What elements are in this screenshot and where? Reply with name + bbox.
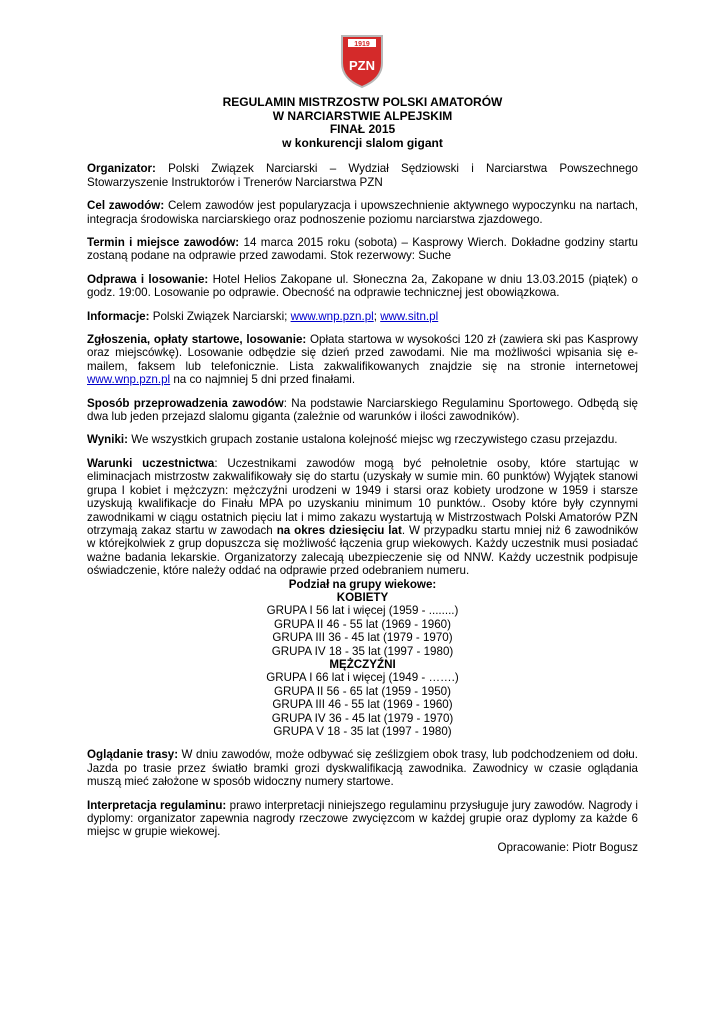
briefing-text: Hotel Helios Zakopane ul. Słoneczna 2a, Zakopane w dniu 13.03.2015 (piątek) o godz. 19:00. Losowanie po odprawie. Obecność na odprawie technicznej jest obowiązkowa.	[87, 272, 639, 300]
info-paragraph	[87, 310, 638, 323]
pzn-logo	[339, 33, 385, 89]
info-label: Informacje:	[87, 309, 150, 323]
title-line-4: w konkurencji slalom gigant	[282, 135, 443, 150]
inspection-text: W dniu zawodów, może odbywać się ześlizgiem obok trasy, lub podchodzeniem od dołu. Jazda po trasie przez światło bramki grozi dyskwalifikacją zawodnika. Zawodnicy w czasie oglądania muszą mieć założone w sposób widoczny numery startowe.	[87, 748, 638, 789]
men-group-item: GRUPA II 56 - 65 lat (1959 - 1950)	[273, 684, 451, 698]
info-text: Polski Związek Narciarski;	[149, 309, 291, 323]
conditions-text-1: : Uczestnikami zawodów mogą być pełnoletnie osoby, które startując w eliminacjach mistrzostw zakwalifikowały się do startu (uzyskały w sumie min. 60 punktów) Wyjątek stanowi grupa I kobiet i mężczyzn: mężczyźni urodzeni w 1949 i starsi oraz kobiety urodzone w 1959 i starsze uzyskują kwalifikacje do Finału MPA po uzyskaniu minimum 10 punktów.. Osoby które były czynnymi zawodnikami w ciągu ostatnich pięciu lat i mimo zakazu wystartują w Mistrzostwach Polski Amatorów PZN otrzymają zakaz startu w zawodach	[87, 456, 639, 537]
women-group-item: GRUPA III 36 - 45 lat (1979 - 1970)	[272, 631, 453, 645]
info-separator: ;	[373, 309, 381, 323]
conditions-label: Warunki uczestnictwa	[87, 456, 215, 470]
registration-label: Zgłoszenia, opłaty startowe, losowanie:	[87, 333, 307, 347]
briefing-paragraph	[87, 273, 638, 300]
conditions-paragraph	[87, 457, 638, 578]
inspection-label: Oglądanie trasy:	[87, 748, 179, 762]
women-group-item: GRUPA IV 18 - 35 lat (1997 - 1980)	[271, 644, 454, 658]
results-paragraph	[87, 433, 638, 446]
men-group-item: GRUPA V 18 - 35 lat (1997 - 1980)	[273, 725, 452, 738]
logo-letters: PZN	[349, 58, 375, 73]
age-groups	[87, 578, 638, 739]
results-label: Wyniki:	[87, 433, 129, 447]
women-heading: KOBIETY	[336, 590, 389, 604]
logo-year: 1919	[354, 41, 370, 48]
men-group-item: GRUPA III 46 - 55 lat (1969 - 1960)	[272, 698, 453, 712]
registration-paragraph	[87, 333, 638, 387]
document-title	[87, 96, 638, 150]
goal-paragraph	[87, 199, 638, 226]
women-group-item: GRUPA II 46 - 55 lat (1969 - 1960)	[273, 617, 451, 631]
wnp-link[interactable]: www.wnp.pzn.pl	[290, 309, 374, 323]
goal-label: Cel zawodów:	[87, 199, 165, 213]
sitn-link[interactable]: www.sitn.pl	[380, 309, 439, 323]
interpretation-paragraph	[87, 799, 638, 839]
title-line-3: FINAŁ 2015	[329, 122, 396, 137]
men-group-item: GRUPA I 66 lat i więcej (1949 - …….)	[266, 671, 459, 685]
organizer-label: Organizator:	[87, 162, 156, 176]
age-groups-heading: Podział na grupy wiekowe:	[288, 577, 437, 591]
women-group-item: GRUPA I 56 lat i więcej (1959 - ........)	[266, 604, 459, 618]
signature: Opracowanie: Piotr Bogusz	[497, 840, 638, 854]
registration-text: Opłata startowa w wysokości 120 zł (zawiera ski pas Kasprowy oraz miejscówkę). Losowanie odbędzie się dzień przed zawodami. Nie ma możliwości wpisania się e-mailem, faksem lub telefonicznie. Lista zakwalifikowanych znajdzie się na stronie internetowej	[87, 333, 638, 373]
organizer-text: Polski Związek Narciarski – Wydział Sędziowski i Narciarstwa Powszechnego Stowarzyszenie Instruktorów i Trenerów Narciarstwa PZN	[87, 162, 638, 189]
date-place-text: 14 marca 2015 roku (sobota) – Kasprowy Wierch. Dokładne godziny startu zostaną podane na odprawie przed zawodami. Stok rezerwowy: Suche	[87, 236, 638, 263]
date-place-label: Termin i miejsce zawodów:	[87, 236, 240, 249]
conditions-bold: na okres dziesięciu lat	[276, 523, 402, 537]
procedure-label: Sposób przeprowadzenia zawodów	[87, 396, 284, 410]
document-body	[87, 96, 638, 854]
inspection-paragraph	[87, 748, 638, 788]
date-place-paragraph	[87, 236, 638, 263]
registration-text-after: na co najmniej 5 dni przed finałami.	[170, 373, 356, 387]
title-line-1: REGULAMIN MISTRZOSTW POLSKI AMATORÓW	[222, 95, 503, 109]
interpretation-text: prawo interpretacji niniejszego regulaminu przysługuje jury zawodów. Nagrody i dyplomy: organizator zapewnia nagrody rzeczowe zwycięzcom w każdej grupie oraz dyplomy za każde 6 miejsc w grupie wiekowej.	[87, 798, 638, 839]
interpretation-label: Interpretacja regulaminu:	[87, 798, 227, 812]
procedure-text: : Na podstawie Narciarskiego Regulaminu Sportowego. Odbędą się dwa lub jeden przejazd slalomu giganta (zależnie od warunków i ilości zawodników).	[87, 396, 638, 424]
conditions-text-2: . W przypadku startu mniej niż 6 zawodników w którejkolwiek z grup dopuszcza się możliwość łączenia grup wiekowych. Każdy uczestnik musi posiadać ważne badania lekarskie. Organizatorzy zalecają ubezpieczenie się od NNW. Każdy uczestnik podpisuje oświadczenie, które należy oddać na odprawie przed odebraniem numeru.	[87, 523, 639, 578]
briefing-label: Odprawa i losowanie:	[87, 272, 209, 286]
men-heading: MĘŻCZYŹNI	[329, 657, 396, 671]
registration-link[interactable]: www.wnp.pzn.pl	[87, 373, 171, 387]
title-line-2: W NARCIARSTWIE ALPEJSKIM	[272, 108, 453, 123]
organizer-paragraph	[87, 162, 638, 189]
goal-text: Celem zawodów jest popularyzacja i upowszechnienie aktywnego wypoczynku na nartach, integracja środowiska narciarskiego oraz podnoszenie poziomu narciarstwa zjazdowego.	[87, 199, 638, 226]
procedure-paragraph	[87, 397, 638, 424]
results-text: We wszystkich grupach zostanie ustalona kolejność miejsc wg rzeczywistego czasu przejazdu.	[128, 433, 618, 447]
men-group-item: GRUPA IV 36 - 45 lat (1979 - 1970)	[271, 711, 454, 725]
